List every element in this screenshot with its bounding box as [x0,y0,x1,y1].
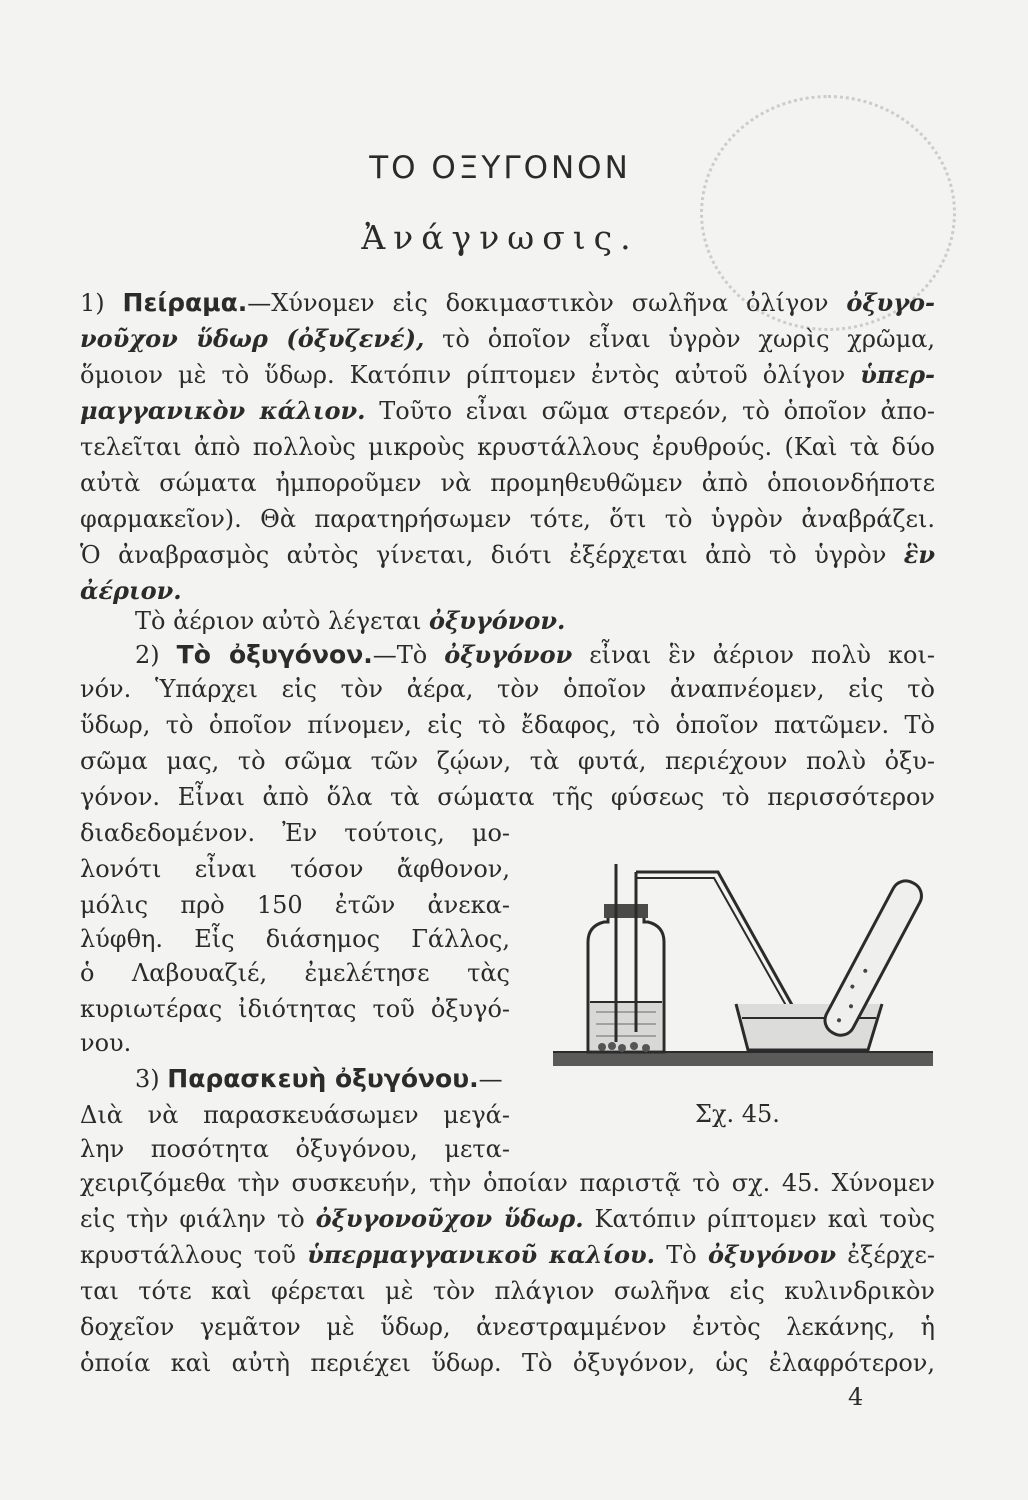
text-segment: Διὰ νὰ παρασκευάσωμεν μεγά- [80,1101,510,1129]
text-line [80,322,935,356]
text-segment: ὁ Λαβουαζιέ, ἐμελέτησε τὰς [80,959,510,987]
text-segment: Ὁ ἀναβρασμὸς αὐτὸς γίνεται, διότι ἐξέρχεται ἀπὸ τὸ ὑγρὸν [80,541,904,569]
text-segment: εἰς τὴν φιάλην τὸ [80,1205,316,1233]
text-segment: χειριζόμεθα τὴν συσκευήν, τὴν ὁποίαν παριστᾷ τὸ σχ. 45. Χύνομεν [80,1169,935,1197]
emphasized-term: ὀξυγόνον [444,640,573,669]
text-line [80,888,510,922]
text-segment: — [478,1065,503,1093]
text-line [80,574,935,608]
text-segment: —Χύνομεν εἰς δοκιμαστικὸν σωλῆνα ὀλίγον [247,289,847,317]
text-segment: λύφθη. Εἷς διάσημος Γάλλος, [80,925,510,953]
text-segment: κρυστάλλους τοῦ [80,1241,308,1269]
text-line [80,956,510,990]
text-line [80,708,935,742]
text-line [80,816,510,850]
text-segment: —Τὸ [372,641,445,669]
text-line [80,1310,935,1344]
text-segment: 3) [135,1065,168,1093]
text-segment: φαρμακεῖον). Θὰ παρατηρήσωμεν τότε, ὅτι τὸ ὑγρὸν ἀναβράζει. [80,505,935,533]
text-segment: νόν. Ὑπάρχει εἰς τὸν ἀέρα, τὸν ὁποῖον ἀναπνέομεν, εἰς τὸ [80,675,935,703]
text-segment: Τὸ ἀέριον αὐτὸ λέγεται [135,607,430,635]
text-line [80,1098,510,1132]
emphasized-term: ὀξυγόνον. [429,606,566,635]
emphasized-term: ὑπερμαγγανικοῦ καλίου. [307,1240,656,1269]
text-line [80,922,510,956]
emphasized-term: ἀέριον. [80,576,182,605]
text-segment: λην ποσότητα ὀξυγόνου, μετα- [80,1135,510,1163]
text-line [80,1238,935,1272]
text-segment: ὕδωρ, τὸ ὁποῖον πίνομεν, εἰς τὸ ἔδαφος, τὸ ὁποῖον πατῶμεν. Τὸ [80,711,935,739]
text-segment: ἐξέρχε- [836,1241,935,1269]
text-line [80,1274,935,1308]
chapter-title: ΤΟ ΟΞΥΓΟΝΟΝ [369,150,631,186]
text-line [80,744,935,778]
text-line [80,1062,510,1096]
text-line [80,430,935,464]
text-segment: 1) [80,289,123,317]
text-segment: Τοῦτο εἶναι σῶμα στερεόν, τὸ ὁποῖον ἀπο- [365,397,935,425]
text-segment: αὐτὰ σώματα ἠμποροῦμεν νὰ προμηθευθῶμεν ἀπὸ ὁποιονδήποτε [80,469,935,497]
section-heading: Πείραμα. [122,288,248,317]
text-line [80,1026,510,1060]
emphasized-term: νοῦχον ὕδωρ (ὀξυζενέ), [80,324,425,353]
text-segment: λονότι εἶναι τόσον ἄφθονον, [80,855,510,883]
text-segment: νου. [80,1029,132,1057]
emphasized-term: μαγγανικὸν κάλιον. [80,396,366,425]
text-line [80,604,935,638]
text-line [80,394,935,428]
text-segment: ὅμοιον μὲ τὸ ὕδωρ. Κατόπιν ρίπτομεν ἐντὸς αὐτοῦ ὀλίγον [80,361,861,389]
text-line [80,780,935,814]
text-segment: γόνον. Εἶναι ἀπὸ ὅλα τὰ σώματα τῆς φύσεως τὸ περισσότερον [80,783,935,811]
text-line [80,358,935,392]
page-number: 4 [848,1383,864,1411]
text-line [80,538,935,572]
text-segment: τελεῖται ἀπὸ πολλοὺς μικροὺς κρυστάλλους ἐρυθρούς. (Καὶ τὰ δύο [80,433,935,461]
text-line [80,1166,935,1200]
text-line [80,1132,510,1166]
text-line [80,466,935,500]
text-segment: μόλις πρὸ 150 ἐτῶν ἀνεκα- [80,891,510,919]
text-segment: τὸ ὁποῖον εἶναι ὑγρὸν χωρὶς χρῶμα, [424,325,935,353]
emphasized-term: ὀξυγόνον [708,1240,837,1269]
text-line [80,672,935,706]
section-heading: Παρασκευὴ ὀξυγόνου. [167,1064,479,1093]
text-line [80,852,510,886]
text-segment: δοχεῖον γεμᾶτον μὲ ὕδωρ, ἀνεστραμμένον ἐντὸς λεκάνης, ἡ [80,1313,935,1341]
figure-caption: Σχ. 45. [695,1100,780,1128]
text-segment: εἶναι ἓν ἀέριον πολὺ κοι- [572,641,935,669]
text-segment: Κατόπιν ρίπτομεν καὶ τοὺς [583,1205,935,1233]
text-line [80,992,510,1026]
emphasized-term: ὑπερ- [860,360,935,389]
section-subtitle: Ἀνάγνωσις. [361,218,639,257]
text-segment: Τὸ [655,1241,708,1269]
text-segment: ὁποία καὶ αὐτὴ περιέχει ὕδωρ. Τὸ ὀξυγόνον, ὡς ἐλαφρότερον, [80,1349,935,1377]
section-heading: Τὸ ὀξυγόνον. [176,640,373,669]
text-line [80,1346,935,1380]
emphasized-term: ὀξυγονοῦχον ὕδωρ. [315,1204,584,1233]
text-segment: διαδεδομένον. Ἐν τούτοις, μο- [80,819,510,847]
text-line [80,502,935,536]
text-segment: σῶμα μας, τὸ σῶμα τῶν ζῴων, τὰ φυτά, περιέχουν πολὺ ὀξυ- [80,747,935,775]
text-segment: 2) [135,641,177,669]
text-segment: κυριωτέρας ἰδιότητας τοῦ ὀξυγό- [80,995,510,1023]
text-line [80,1202,935,1236]
text-line [80,638,935,672]
text-segment: ται τότε καὶ φέρεται μὲ τὸν πλάγιον σωλῆνα εἰς κυλινδρικὸν [80,1277,935,1305]
emphasized-term: ὀξυγο- [846,288,935,317]
text-line [80,286,935,320]
emphasized-term: ἓν [903,540,935,569]
oxygen-apparatus-illustration [548,852,938,1092]
